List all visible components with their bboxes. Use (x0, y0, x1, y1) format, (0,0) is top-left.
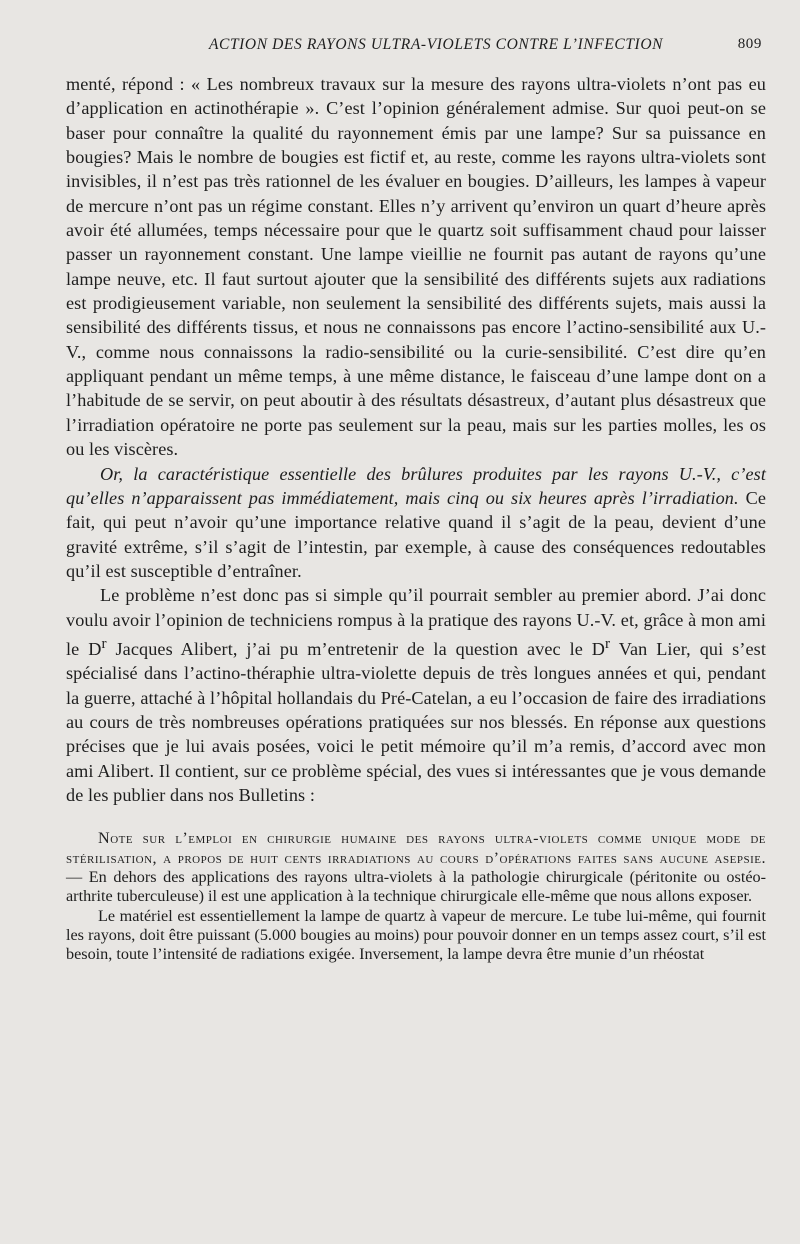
paragraph-2 (66, 462, 766, 584)
page-number: 809 (737, 36, 762, 52)
paragraph-3-part-c: Van Lier, qui s’est spécialisé dans l’actino-théraphie ultra-violette depuis de très longues années et qui, pendant la guerre, attaché à l’hôpital hollandais du Pré-Catelan, a eu l’occasion de faire des irradiations au cours de très nombreuses opérations pratiquées sur nos blessés. En réponse aux questions précises que je lui avais posées, voici le petit mémoire qu’il m’a remis, d’accord avec mon ami Alibert. Il contient, sur ce problème spécial, des vues si intéressantes que je vous demande de les publier dans nos Bulletins : (66, 638, 766, 806)
note-paragraph-2: Le matériel est essentiellement la lampe de quartz à vapeur de mercure. Le tube lui-même, qui fournit les rayons, doit être puissant (5.000 bougies au moins) pour pouvoir donner en un temps assez court, s’il est besoin, toute l’intensité de radiations exigée. Inversement, la lampe devra être munie d’un rhéostat (66, 906, 766, 964)
paragraph-2-italic: Or, la caractéristique essentielle des brûlures produites par les rayons U.-V., c’est qu’elles n’apparaissent pas immédiatement, mais cinq ou six heures après l’irradiation. (66, 463, 766, 508)
body-text (66, 72, 766, 807)
note-heading: Note sur l’emploi en chirurgie humaine des rayons ultra-violets comme unique mode de stérilisation, a propos de huit cents irradiations au cours d’opérations faites sans aucune asepsie. (66, 829, 766, 867)
paragraph-2-rest: Ce fait, qui peut n’avoir qu’une importance relative quand il s’agit de la peau, devient d’une gravité extrême, s’il s’agit de l’intestin, par exemple, à cause des conséquences redoutables qu’il est susceptible d’entraîner. (66, 487, 766, 581)
superscript-r-2: r (605, 634, 611, 652)
running-head (66, 36, 766, 60)
paragraph-1: menté, répond : « Les nombreux travaux sur la mesure des rayons ultra-violets n’ont pas eu d’application en actinothérapie ». C’est l’opinion généralement admise. Sur quoi peut-on se baser pour connaître la qualité du rayonnement émis par une lampe? Sur sa puissance en bougies? Mais le nombre de bougies est fictif et, au reste, comme les rayons ultra-violets sont invisibles, il n’est pas très rationnel de les évaluer en bougies. D’ailleurs, les lampes à vapeur de mercure n’ont pas un régime constant. Elles n’y arrivent qu’environ un quart d’heure après avoir été allumées, temps nécessaire pour que le quartz soit suffisamment chaud pour laisser passer un rayonnement constant. Une lampe vieillie ne fournit pas autant de rayons qu’une lampe neuve, etc. Il faut surtout ajouter que la sensibilité des différents sujets aux radiations est prodigieusement variable, non seulement la sensibilité des différents sujets, mais aussi la sensibilité des différents tissus, et nous ne connaissons pas encore l’actino-sensibilité aux U.-V., comme nous connaissons la radio-sensibilité ou la curie-sensibilité. C’est dire qu’en appliquant pendant un même temps, à une même distance, le faisceau d’une lampe dont on a l’habitude de se servir, on peut aboutir à des résultats désastreux, d’autant plus désastreux que l’irradiation opératoire ne porte pas seulement sur la peau, mais sur les parties molles, les os ou les viscères. (66, 74, 766, 460)
note-paragraph-1 (66, 829, 766, 906)
paragraph-3-part-a: Le problème n’est donc pas si simple qu’il pourrait sembler au premier abord. J’ai donc voulu avoir l’opinion de techniciens rompus à la pratique des rayons U.-V. et, grâce à mon ami le D (66, 585, 766, 659)
note-heading-rest: — En dehors des applications des rayons ultra-violets à la pathologie chirurgicale (péritonite ou ostéo-arthrite tuberculeuse) il est une application à la technique chirurgicale elle-même que nous allons exposer. (66, 867, 766, 906)
paragraph-3 (66, 583, 766, 807)
note-section (66, 829, 766, 964)
paragraph-3-part-b: Jacques Alibert, j’ai pu m’entretenir de la question avec le D (106, 638, 606, 659)
running-title: ACTION DES RAYONS ULTRA-VIOLETS CONTRE L’INFECTION (208, 36, 664, 53)
superscript-r-1: r (101, 634, 107, 652)
